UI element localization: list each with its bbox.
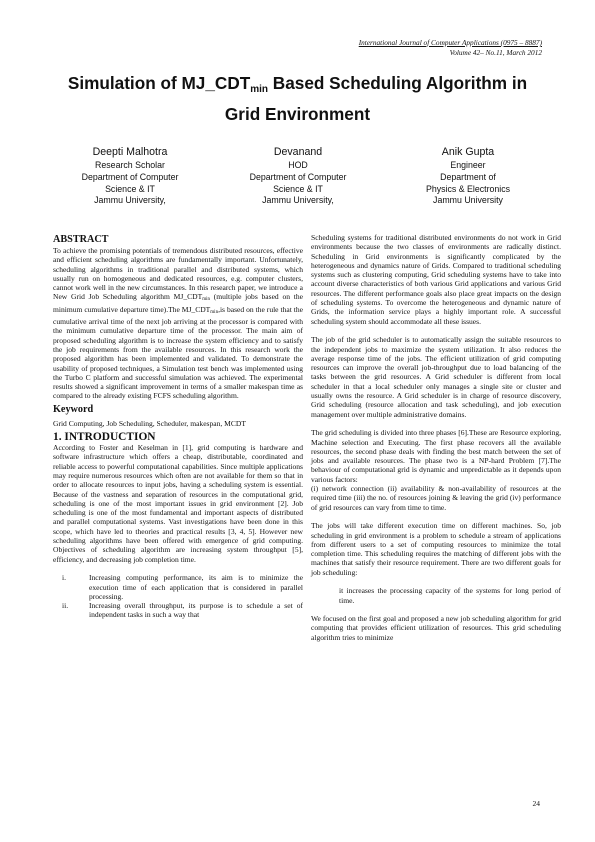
left-column bbox=[53, 234, 303, 620]
author-affiliation-line: Research Scholar bbox=[95, 160, 165, 170]
author-affiliation-line: Department of bbox=[440, 171, 496, 182]
author-affiliation-line: Physics & Electronics bbox=[425, 183, 511, 194]
volume-header: Volume 42– No.11, March 2012 bbox=[449, 48, 542, 57]
author-name: Devanand bbox=[273, 146, 323, 158]
author-affiliation-line: Department of Computer bbox=[81, 171, 179, 182]
abstract-heading: ABSTRACT bbox=[53, 234, 109, 245]
list-item-text: Increasing overall throughput, its purpose is to schedule a set of independent tasks in such a way that bbox=[89, 601, 303, 620]
list-item-number: ii. bbox=[62, 601, 69, 611]
author-affiliation-line: Jammu University, bbox=[94, 195, 166, 206]
list-item-number: i. bbox=[62, 573, 66, 583]
author-affiliation-line: Science & IT bbox=[105, 183, 155, 194]
author-affiliation-line: Jammu University bbox=[433, 195, 503, 206]
list-item bbox=[53, 601, 303, 620]
body-paragraph: The jobs will take different execution time on different machines. So, job scheduling in grid environment is a problem to schedule a stream of applications from different users to a set of computing resources to minimize the total completion time. This scheduling requires the matching of different jobs with the machines that satisfy their resource requirement. There are two different goals for job scheduling: bbox=[311, 521, 561, 577]
keywords-text: Grid Computing, Job Scheduling, Scheduler, makespan, MCDT bbox=[53, 418, 246, 428]
journal-header: International Journal of Computer Applications (0975 – 8887) bbox=[358, 38, 542, 47]
list-item-text: Increasing computing performance, its aim is to minimize the execution time of each application that is considered in parallel processing. bbox=[89, 573, 303, 601]
list-item bbox=[53, 573, 303, 601]
title-part1: Simulation of MJ_CDT bbox=[67, 73, 251, 93]
right-column bbox=[311, 233, 561, 642]
introduction-heading: 1. INTRODUCTION bbox=[53, 431, 156, 444]
author-name: Anik Gupta bbox=[441, 146, 495, 158]
author-name: Deepti Malhotra bbox=[92, 146, 168, 158]
title-part2: Based Scheduling Algorithm in bbox=[268, 73, 528, 93]
page-number: 24 bbox=[532, 799, 540, 808]
title-subscript: min bbox=[250, 84, 269, 95]
author-block-2 bbox=[218, 146, 378, 207]
keywords-heading: Keyword bbox=[53, 403, 94, 415]
abstract-text: To achieve the promising potentials of tremendous distributed resources, effective and efficient scheduling algorithms are fundamentally important. Unfortunately, scheduling algorithms in traditional parallel and distributed systems, which usually run on homogeneous and dedicated resources, e.g. computer clusters, cannot work well in the new circumstances. In this research paper, we introduce a New Grid Job Scheduling algorithm $MJ\_CDT_{min}$ (multiple jobs based on the minimum cumulative departure time).The $MJ\_CDT_{min},is$ based on the rule that the cumulative arrival time of the next job arriving at the processor is compared with the minimum cumulative departure time of the processor. The main aim of proposed scheduling algorithm is to increase the system efficiency and to satisfy the job requirements from the available resources. In this research work the proposed algorithm has been implemented and validated. To demonstrate the usability of proposed techniques, a Simulation test bench was implemented using the Turbo C platform and successful simulation was achieved. The experimental results showed a significant improvement in terms of a smaller makespan time as compared to the already existing FCFS scheduling algorithm. bbox=[53, 246, 303, 401]
paper-title bbox=[40, 71, 555, 126]
author-block-1 bbox=[50, 146, 210, 207]
author-affiliation-line: HOD bbox=[288, 160, 308, 170]
author-affiliation-line: Jammu University, bbox=[262, 195, 334, 206]
author-affiliation-line: Department of Computer bbox=[249, 171, 347, 182]
body-paragraph: The grid scheduling is divided into three phases [6].These are Resource exploring, Machine selection and Executing. The first phase recovers all the available resources, the second phase deals with finding the best match between the set of jobs and available resources. The phase two is a NP-hard Problem [7].The behaviour of computational grid is dynamic and unpredictable as it depends upon various factors: bbox=[311, 428, 561, 484]
author-block-3 bbox=[388, 146, 548, 207]
title-line2: Grid Environment bbox=[224, 104, 371, 124]
body-paragraph: We focused on the first goal and proposed a new job scheduling algorithm for grid computing that provides efficient utilization of resources. This grid scheduling algorithm tries to minimize bbox=[311, 614, 561, 642]
author-affiliation-line: Science & IT bbox=[273, 183, 323, 194]
body-paragraph: (i) network connection (ii) availability & non-availability of resources at the required time (iii) the no. of resources joining & leaving the grid (iv) performance of grid resources can vary from time to time. bbox=[311, 484, 561, 512]
continued-list-text: it increases the processing capacity of the systems for long period of time. bbox=[339, 586, 561, 605]
body-paragraph: The job of the grid scheduler is to automatically assign the suitable resources to the independent jobs to maximize the system utilization. It also reduces the average response time of the jobs. The efficient utilization of grid computing resources can improve the overall job-throughput due to load balancing of the tasks between the grid resources. A Grid scheduler is different from local scheduler in that a local scheduler only manages a single site or cluster and usually owns the resource. A Grid scheduler is in charge of resource discovery, Grid scheduling (resource allocation and task scheduling), and job execution management over multiple administrative domains. bbox=[311, 335, 561, 419]
author-affiliation-line: Engineer bbox=[450, 160, 486, 170]
body-paragraph: Scheduling systems for traditional distributed environments do not work in Grid environments because the two classes of environments are radically distinct. Scheduling in Grid environments is significantly complicated by the heterogeneous and dynamics nature of Grids. Compared to traditional scheduling systems such as clustering computing, Grid scheduling systems have to take into account diverse characteristics of both various Grid applications and various Grid resources. The different performance goals also place great impacts on the design of scheduling systems. To overcome the heterogeneous and dynamic nature of Grids, the information service plays a highly important role. A successful scheduling system should accommodate all these issues. bbox=[311, 233, 561, 326]
introduction-paragraph: According to Foster and Keselman in [1], grid computing is hardware and software infrastructure which offers a cheap, distributable, coordinated and reliable access to powerful computational capabilities. Since multiple applications may require numerous resources which often are not available for them so that in order to allocate resources to input jobs, having a scheduling system is essential. Because of the vastness and separation of resources in the computational grid, scheduling is one of the most important issues in grid environment [2]. Job scheduling is one of the most fundamental and important aspects of distributed and parallel computational systems. Vast investigations have been done in this scope, which have led to theories and practical results [3, 4, 5]. However new scheduling algorithms have been offered with emergence of grid computing. Objectives of scheduling algorithm are increasing system throughput [5], efficiency, and decreasing job completion time. bbox=[53, 443, 303, 564]
